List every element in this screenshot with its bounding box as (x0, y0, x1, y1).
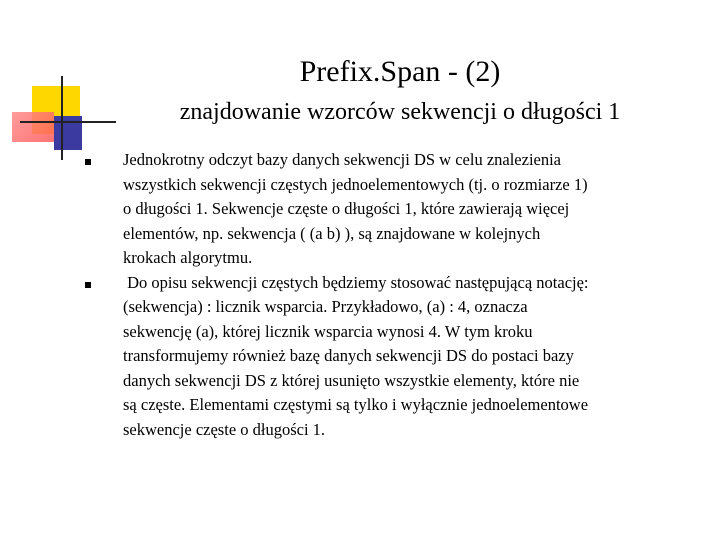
logo-vertical-line (61, 76, 63, 160)
square-bullet-icon (85, 159, 91, 165)
bullet-line: Jednokrotny odczyt bazy danych sekwencji DS w celu znalezienia (123, 150, 562, 169)
bullet-line: transformujemy również bazę danych sekwencji DS do postaci bazy (123, 346, 574, 365)
bullet-line: wszystkich sekwencji częstych jednoelementowych (tj. o rozmiarze 1) (123, 174, 588, 194)
slide-subtitle: znajdowanie wzorców sekwencji o długości 1 (179, 99, 621, 125)
bullet-line: o długości 1. Sekwencje częste o długości 1, które zawierają więcej (123, 199, 570, 218)
bullet-line: (sekwencja) : licznik wsparcia. Przykładowo, (a) : 4, oznacza (123, 297, 528, 316)
slide-title: Prefix.Span - (2) (299, 55, 501, 88)
logo-red-square (12, 112, 54, 142)
bullet-list (82, 148, 694, 442)
square-bullet-icon (85, 282, 91, 288)
bullet-line: elementów, np. sekwencja ( (a b) ), są znajdowane w kolejnych (123, 223, 541, 243)
bullet-item (82, 148, 694, 271)
bullet-line: krokach algorytmu. (123, 248, 253, 267)
bullet-line: sekwencje częste o długości 1. (123, 419, 326, 439)
bullet-line: są częste. Elementami częstymi są tylko i wyłącznie jednoelementowe (123, 395, 589, 414)
bullet-item (82, 271, 694, 443)
bullet-line: Do opisu sekwencji częstych będziemy stosować następującą notację: (123, 272, 589, 292)
bullet-line: danych sekwencji DS z której usunięto wszystkie elementy, które nie (123, 370, 580, 390)
bullet-line: sekwencję (a), której licznik wsparcia wynosi 4. W tym kroku (123, 321, 533, 341)
